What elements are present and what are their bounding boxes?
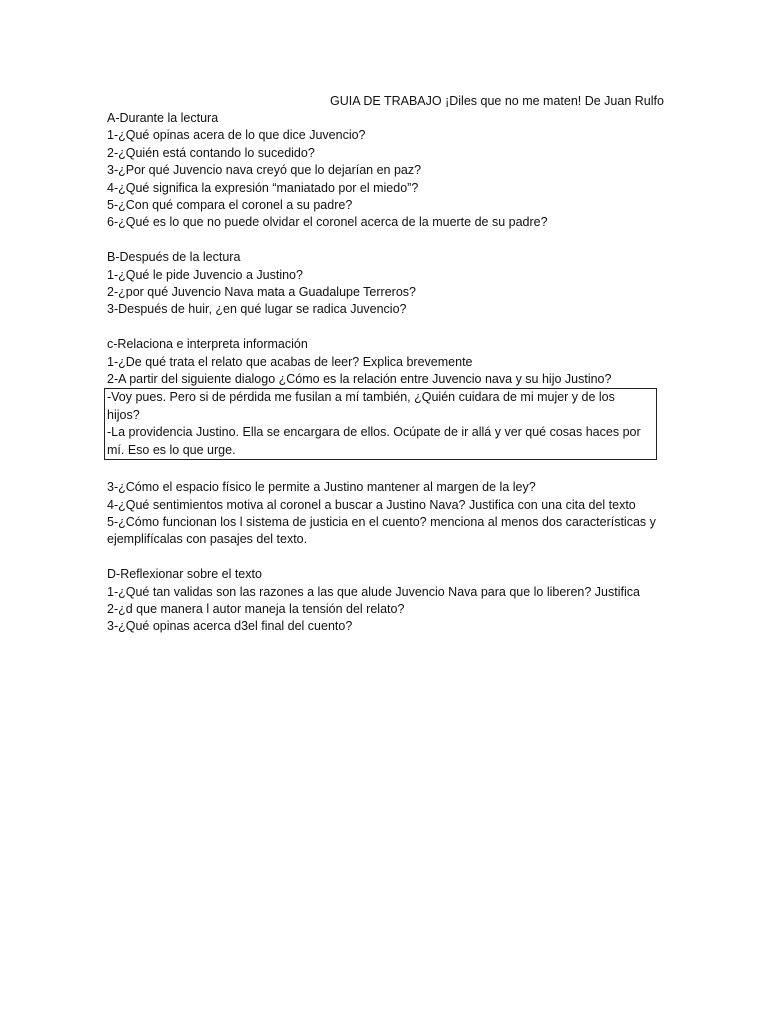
document-title: GUIA DE TRABAJO ¡Diles que no me maten! De Juan Rulfo (330, 94, 664, 108)
section-c (107, 336, 662, 548)
paragraph-gap (107, 319, 662, 336)
question-item: 4-¿Qué sentimientos motiva al coronel a buscar a Justino Nava? Justifica con una cita del texto (107, 497, 636, 512)
section-heading: A-Durante la lectura (107, 111, 219, 125)
paragraph-gap (107, 460, 662, 479)
paragraph-gap (107, 232, 662, 249)
question-item: 2-¿Quién está contando lo sucedido? (107, 145, 315, 160)
question-item: 2-¿por qué Juvencio Nava mata a Guadalupe Terreros? (107, 285, 416, 300)
document-body (107, 110, 662, 636)
question-item: 5-¿Con qué compara el coronel a su padre? (107, 198, 353, 213)
question-item: 6-¿Qué es lo que no puede olvidar el coronel acerca de la muerte de su padre? (107, 215, 548, 230)
question-item: 2-¿d que manera l autor maneja la tensión del relato? (107, 601, 405, 616)
question-item: 1-¿Qué opinas acera de lo que dice Juvencio? (107, 128, 366, 143)
question-item: 4-¿Qué significa la expresión “maniatado por el miedo”? (107, 180, 419, 195)
paragraph-gap (107, 549, 662, 566)
dialogue-line: -La providencia Justino. Ella se encargara de ellos. Ocúpate de ir allá y ver qué cosas haces por mí. Eso es lo que urge. (107, 425, 641, 457)
section-b (107, 249, 662, 319)
question-item: 1-¿Qué tan validas son las razones a las que alude Juvencio Nava para que lo liberen? Justifica (107, 584, 640, 599)
dialogue-quote-box (104, 388, 657, 460)
section-heading: B-Después de la lectura (107, 250, 241, 265)
question-item: 3-¿Cómo el espacio físico le permite a Justino mantener al margen de la ley? (107, 480, 536, 495)
section-heading: c-Relaciona e interpreta información (107, 337, 308, 352)
question-item: 3-Después de huir, ¿en qué lugar se radica Juvencio? (107, 302, 407, 317)
dialogue-line: -Voy pues. Pero si de pérdida me fusilan a mí también, ¿Quién cuidara de mi mujer y de los hijos? (107, 390, 615, 422)
question-item: 3-¿Qué opinas acerca d3el final del cuento? (107, 619, 353, 634)
question-item: 2-A partir del siguiente dialogo ¿Cómo es la relación entre Juvencio nava y su hijo Justino? (107, 372, 612, 387)
question-item: 1-¿Qué le pide Juvencio a Justino? (107, 267, 303, 282)
question-item: 5-¿Cómo funcionan los l sistema de justicia en el cuento? menciona al menos dos características y ejemplifícalas con pasajes del texto. (107, 514, 656, 547)
section-d (107, 566, 662, 636)
section-heading: D-Reflexionar sobre el texto (107, 567, 262, 582)
section-a (107, 110, 662, 232)
question-item: 3-¿Por qué Juvencio nava creyó que lo dejarían en paz? (107, 163, 422, 178)
question-item: 1-¿De qué trata el relato que acabas de leer? Explica brevemente (107, 354, 473, 369)
